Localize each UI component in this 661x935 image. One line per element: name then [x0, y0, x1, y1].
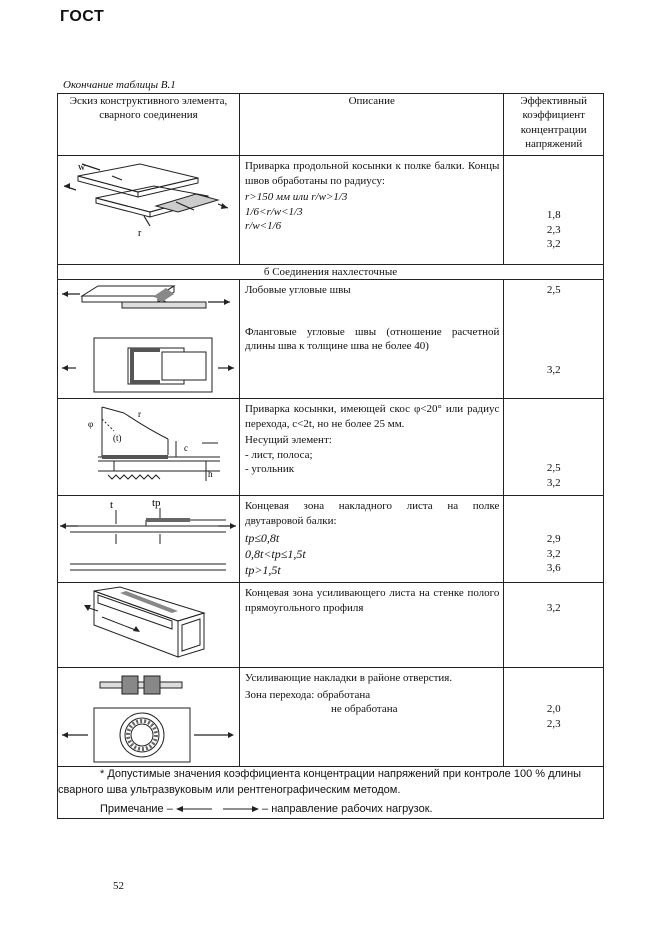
row4-description: Концевая зона накладного листа на полке двутавровой балки:	[244, 500, 500, 527]
table-row	[58, 496, 604, 583]
label-phi: φ	[88, 419, 94, 429]
row6-condition: Зона перехода: обработана	[244, 688, 371, 701]
label-c: c	[184, 443, 188, 453]
note-prefix: Примечание –	[100, 802, 173, 815]
row4-condition: tp≤0,8t	[244, 531, 280, 546]
row5-description: Концевая зона усиливающего листа на стенке полого прямоугольного профиля	[244, 587, 500, 614]
row3-condition: - лист, полоса;	[244, 448, 313, 461]
right-arrow-icon	[219, 805, 259, 813]
table-row	[58, 399, 604, 496]
column-header-sketch: Эскиз конструктивного элемента, сварного соединения	[58, 94, 240, 156]
label-t: t	[110, 499, 114, 511]
table-row	[58, 156, 604, 265]
row4-condition: 0,8t<tp≤1,5t	[244, 547, 306, 562]
row4-condition: tp>1,5t	[244, 563, 281, 578]
row3-condition: - угольник	[244, 463, 295, 476]
left-arrow-icon	[176, 805, 216, 813]
label-w: w	[78, 162, 86, 173]
sketch-reinforcing-pads	[58, 668, 240, 767]
column-header-description: Описание	[239, 94, 503, 156]
note-suffix: – направление рабочих нагрузок.	[262, 802, 433, 815]
page-number: 52	[113, 880, 124, 892]
sketch-longitudinal-gusset	[58, 156, 240, 265]
row6-value: 2,0	[546, 703, 561, 715]
row1-condition: r/w<1/6	[244, 220, 282, 233]
label-t-paren: (t)	[113, 433, 122, 443]
label-r: r	[138, 228, 142, 239]
label-tp: tp	[152, 497, 161, 509]
row6-value: 2,3	[546, 717, 561, 730]
footnote-row	[58, 767, 604, 819]
row1-value: 2,3	[546, 223, 561, 236]
row4-value: 2,9	[546, 533, 561, 545]
section-title: б Соединения нахлесточные	[58, 265, 604, 280]
row2-value-frontal: 2,5	[546, 284, 561, 296]
table-row	[58, 668, 604, 767]
section-row	[58, 265, 604, 280]
row4-value: 3,6	[546, 562, 561, 575]
table-caption: Окончание таблицы В.1	[63, 79, 176, 91]
column-header-coefficient: Эффективный коэффициент концентрации напряжений	[504, 94, 604, 156]
row3-description: Приварка косынки, имеющей скос φ<20° или радиус перехода, c<2t, но не более 25 мм.	[244, 403, 500, 430]
row3-value: 3,2	[546, 476, 561, 489]
row3-subheading: Несущий элемент:	[244, 434, 332, 447]
sketch-lap-welds	[58, 280, 240, 399]
label-h: h	[208, 469, 213, 479]
row1-value: 1,8	[546, 209, 561, 221]
row1-condition: r>150 мм или r/w>1/3	[244, 191, 348, 204]
row1-value: 3,2	[546, 238, 561, 251]
note	[58, 802, 603, 818]
row5-value: 3,2	[546, 602, 561, 614]
row6-description: Усиливающие накладки в районе отверстия.	[244, 672, 453, 684]
sketch-gusset-bevel	[58, 399, 240, 496]
label-r: r	[138, 409, 141, 419]
table-row	[58, 583, 604, 668]
row1-condition: 1/6<r/w<1/3	[244, 205, 303, 218]
sketch-hollow-section	[58, 583, 240, 668]
footnote: * Допустимые значения коэффициента концентрации напряжений при контроле 100 % длины сварного шва ультразвуковым или рентгенографическим методом.	[58, 768, 582, 796]
sketch-cover-plate	[58, 496, 240, 583]
row6-condition: не обработана	[330, 703, 398, 716]
row2-flank-description: Фланговые угловые швы (отношение расчетной длины шва к толщине шва не более 40)	[244, 325, 500, 353]
table-row	[58, 280, 604, 399]
row2-value-flank: 3,2	[546, 363, 561, 376]
row1-description: Приварка продольной косынки к полке балки. Концы швов обработаны по радиусу:	[244, 160, 500, 187]
stress-concentration-table	[57, 93, 604, 819]
row4-value: 3,2	[546, 547, 561, 560]
row2-frontal-description: Лобовые угловые швы	[244, 284, 351, 296]
document-header: ГОСТ	[60, 8, 105, 25]
row3-value: 2,5	[546, 462, 561, 474]
